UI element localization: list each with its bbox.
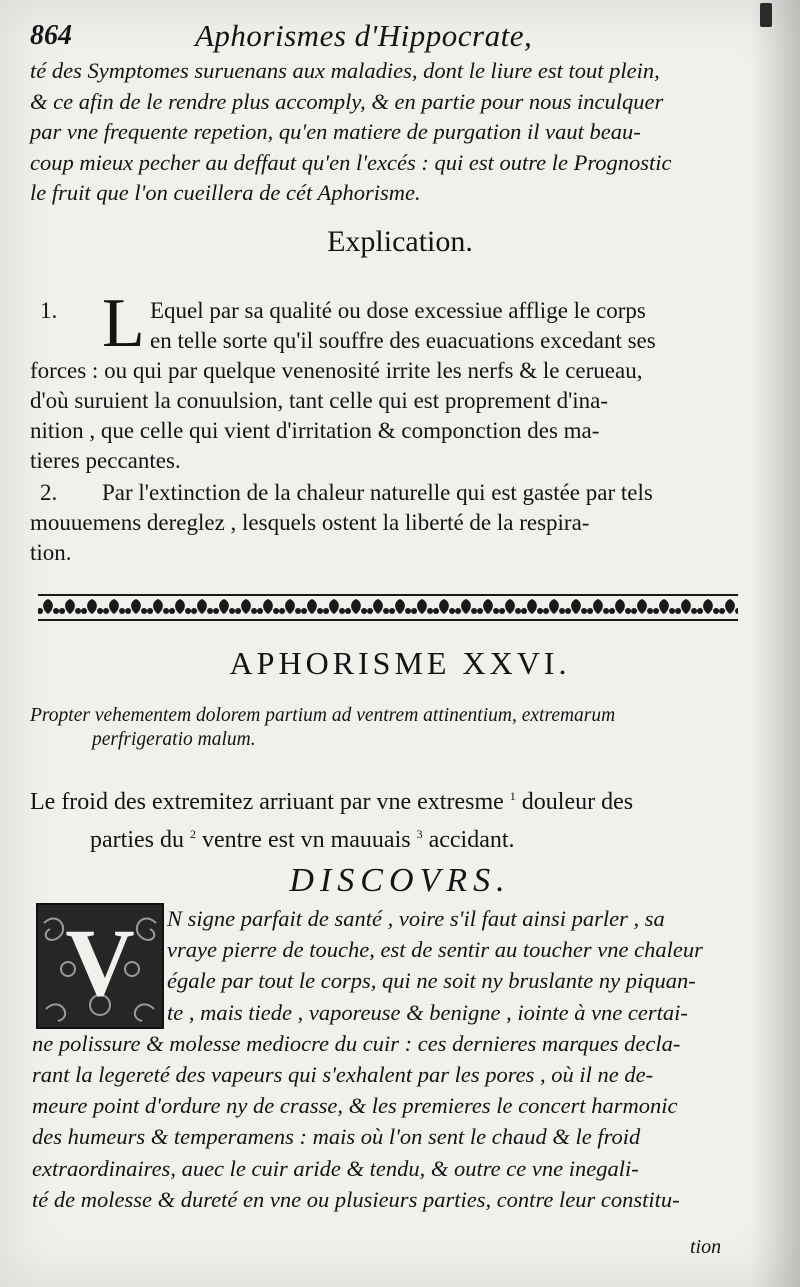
fleuron-ornament [697,599,719,614]
french-text: Le froid des extremitez arriuant par vne extresme [30,789,504,815]
fleuron-ornament [477,599,499,614]
french-text: douleur des [521,789,634,815]
explication-text: Equel par sa qualité ou dose excessiue afflige le corps [150,298,646,323]
fleuron-ornament [301,599,323,614]
explication-text: en telle sorte qu'il souffre des euacuations excedant ses [150,328,656,353]
fleuron-ornament [345,599,367,614]
explication-line: mouuemens dereglez , lesquels ostent la liberté de la respira- [30,510,590,535]
discours-heading: DISCOVRS. [289,862,511,899]
fleuron-ornament [521,599,543,614]
explication-heading: Explication. [327,225,473,258]
latin-text [30,704,740,752]
item-number: 1. [40,298,58,323]
page-number: 864 [30,20,72,51]
french-text: accidant. [428,827,515,853]
intro-line: par vne frequente repetion, qu'en matiere de purgation il vaut beau- [30,119,641,144]
french-line [30,818,740,856]
page-edge-shadow [750,0,800,1287]
discours-line: meure point d'ordure ny de crasse, & les premieres le concert harmonic [32,1093,678,1119]
discours-line: des humeurs & temperamens : mais où l'on sent le chaud & le froid [32,1124,641,1150]
fleuron-ornament [367,599,389,614]
catchword: tion [690,1236,722,1258]
discours-line: extraordinaires, auec le cuir aride & tendu, & outre ce vne inegali- [32,1155,639,1181]
french-aphorism [30,780,740,856]
note-marker: 1 [509,789,516,803]
running-title: Aphorismes d'Hippocrate, [195,18,533,53]
fleuron-ornament [59,599,81,614]
fleuron-ornament [587,599,609,614]
intro-paragraph [30,56,740,209]
fleuron-ornament [81,599,103,614]
fleuron-ornament [103,599,125,614]
fleuron-ornament [125,599,147,614]
discours-body [32,903,744,1215]
fleuron-ornament [323,599,345,614]
fleuron-ornament [433,599,455,614]
explication-text: Par l'extinction de la chaleur naturelle qui est gastée par tels [102,480,653,505]
note-marker: 2 [189,827,196,841]
french-text: ventre est vn mauuais [201,827,411,853]
page-tab-mark [760,3,772,27]
discours-line: vraye pierre de touche, est de sentir au toucher vne chaleur [167,937,703,963]
intro-line: & ce afin de le rendre plus accomply, & en partie pour nous inculquer [30,88,664,114]
explication-line [30,478,740,508]
fleuron-ornament [609,599,631,614]
fleuron-ornament [169,599,191,614]
french-text: parties du [90,827,184,853]
french-line [30,780,740,818]
discours-line: té de molesse & dureté en vne ou plusieurs parties, contre leur constitu- [32,1186,680,1212]
fleuron-ornament [38,599,59,614]
intro-line: le fruit que l'on cueillera de cét Aphorisme. [30,180,421,205]
fleuron-ornament [455,599,477,614]
fleuron-ornament [675,599,697,614]
explication-line [30,326,740,356]
fleuron-ornament [565,599,587,614]
explication-line: tion. [30,540,72,565]
explication-line: forces : ou qui par quelque venenosité irrite les nerfs & le cerueau, [30,358,643,383]
drop-letter: L [102,285,145,362]
latin-line: perfrigeratio malum. [92,729,256,750]
item-number: 2. [40,480,58,505]
latin-line: Propter vehementem dolorem partium ad ventrem attinentium, extremarum [30,705,616,726]
explication-line: nition , que celle qui vient d'irritation & componction des ma- [30,418,600,443]
ornament-rule [38,586,738,628]
discours-line: rant la legereté des vapeurs qui s'exhalent par les pores , où il ne de- [32,1061,654,1087]
fleuron-ornament [543,599,565,614]
drop-cap-letter: V [65,909,135,1016]
fleuron-ornament [499,599,521,614]
discours-line: N signe parfait de santé , voire s'il faut ainsi parler , sa [167,906,665,931]
discours-line: te , mais tiede , vaporeuse & benigne , iointe à vne certai- [167,999,688,1025]
fleuron-ornament [235,599,257,614]
page-header [30,18,745,56]
explication-body [30,285,740,568]
fleuron-ornament [719,599,738,614]
discours-line: égale par tout le corps, qui ne soit ny bruslante ny piquan- [167,968,696,994]
fleuron-ornament [389,599,411,614]
explication-line: d'où suruient la conuulsion, tant celle qui est proprement d'ina- [30,388,609,413]
fleuron-ornament [147,599,169,614]
fleuron-ornament [257,599,279,614]
fleuron-ornament [411,599,433,614]
explication-line: tieres peccantes. [30,448,181,473]
fleuron-ornament [213,599,235,614]
intro-line: coup mieux pecher au deffaut qu'en l'excés : qui est outre le Prognostic [30,149,672,175]
fleuron-ornament [191,599,213,614]
fleuron-ornament [279,599,301,614]
intro-line: té des Symptomes suruenans aux maladies, dont le liure est tout plein, [30,58,660,83]
aphorism-heading: APHORISME XXVI. [229,645,571,681]
note-marker: 3 [416,827,423,841]
fleuron-ornament [653,599,675,614]
discours-line: ne polissure & molesse mediocre du cuir : ces dernieres marques decla- [32,1030,681,1056]
fleuron-ornament [631,599,653,614]
